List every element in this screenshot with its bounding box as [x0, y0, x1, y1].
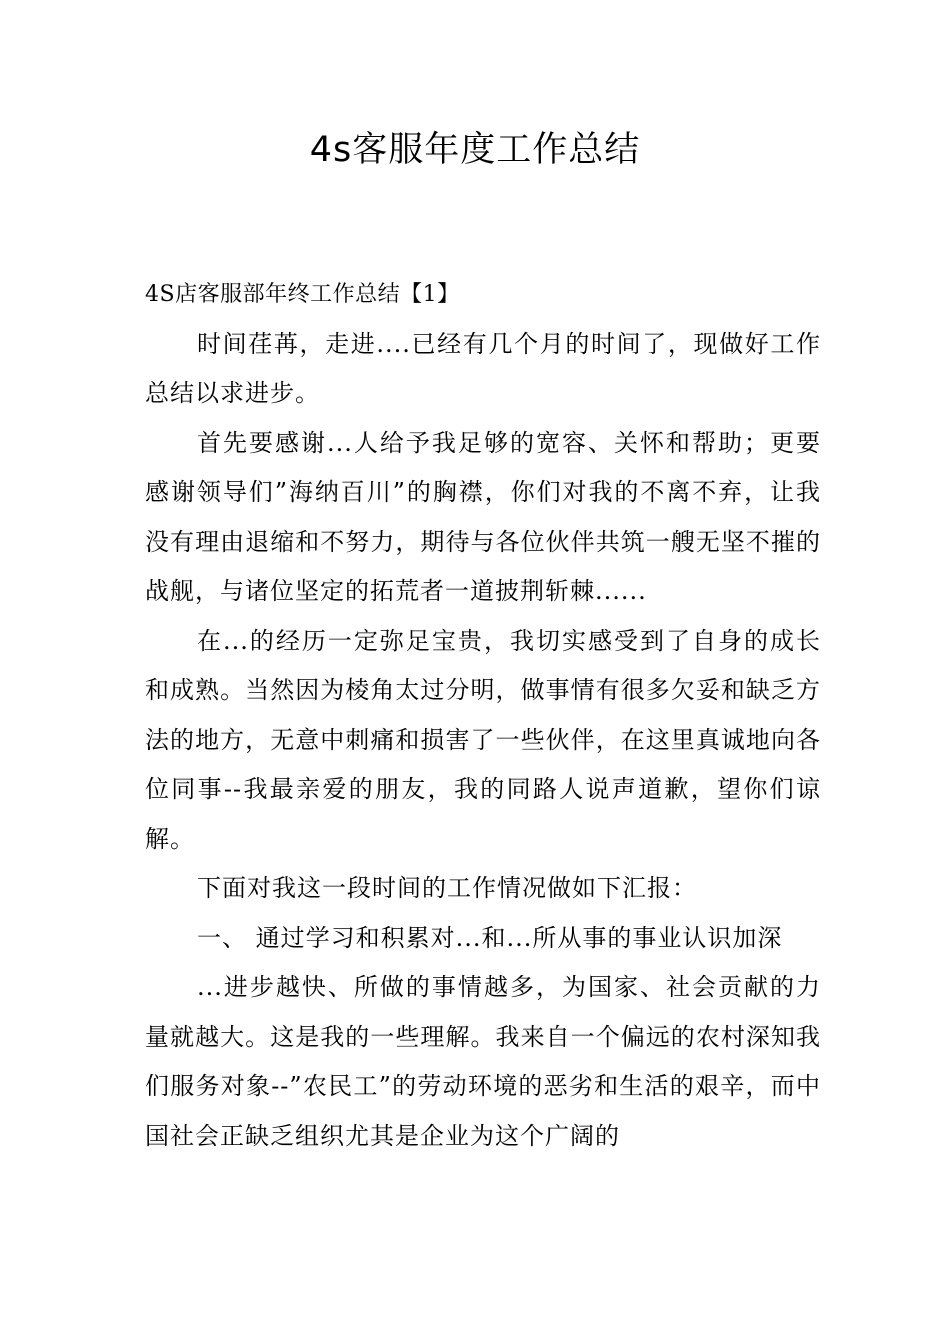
document-body [145, 270, 821, 1161]
paragraph-1: 时间荏苒，走进....已经有几个月的时间了，现做好工作总结以求进步。 [145, 329, 821, 407]
paragraph-3: 在...的经历一定弥足宝贵，我切实感受到了自身的成长和成熟。当然因为棱角太过分明，做事情有很多欠妥和缺乏方法的地方，无意中刺痛和损害了一些伙伴，在这里真诚地向各位同事--我最亲爱的朋友，我的同路人说声道歉，望你们谅解。 [145, 626, 821, 853]
section-heading: 4S店客服部年终工作总结【1】 [145, 282, 460, 307]
paragraph-5: ...进步越快、所做的事情越多，为国家、社会贡献的力量就越大。这是我的一些理解。我来自一个偏远的农村深知我们服务对象--”农民工”的劳动环境的恶劣和生活的艰辛，而中国社会正缺乏组织尤其是企业为这个广阔的 [145, 973, 821, 1150]
paragraph-2: 首先要感谢...人给予我足够的宽容、关怀和帮助；更要感谢领导们”海纳百川”的胸襟，你们对我的不离不弃，让我没有理由退缩和不努力，期待与各位伙伴共筑一艘无坚不摧的战舰，与诸位坚定的拓荒者一道披荆斩棘...... [145, 428, 821, 605]
paragraph-4: 下面对我这一段时间的工作情况做如下汇报： [197, 874, 697, 902]
document-title: 4s客服年度工作总结 [309, 130, 641, 170]
subheading-1: 一、 通过学习和积累对...和...所从事的事业认识加深 [197, 923, 783, 952]
